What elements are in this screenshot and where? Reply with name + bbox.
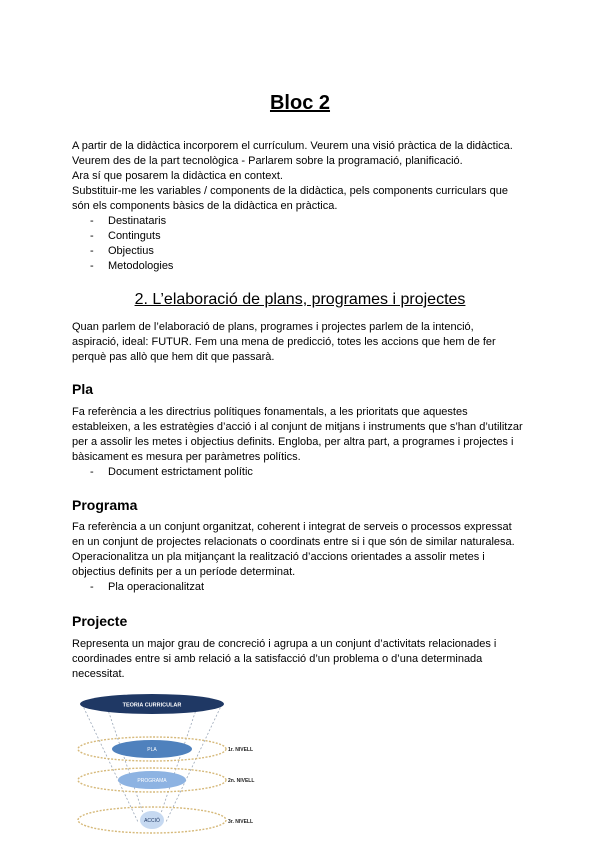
projecte-paragraph bbox=[72, 637, 532, 682]
paragraph-line: coordinades entre si amb relació a la satisfacció d’un problema o d’una determinada bbox=[72, 653, 483, 665]
paragraph-line: necessitat. bbox=[72, 668, 125, 680]
paragraph-line: per a assolir les metes i objectius definits. Engloba, per altra part, a programes i projectes i bbox=[72, 436, 514, 448]
paragraph-line: Fa referència a les directrius polítiques fonamentals, a les prioritats que aquestes bbox=[72, 406, 468, 418]
list-item: - Metodologies bbox=[90, 259, 532, 274]
pla-heading: Pla bbox=[72, 381, 94, 397]
paragraph-line: Quan parlem de l’elaboració de plans, programes i projectes parlem de la intenció, bbox=[72, 321, 474, 333]
level1-tag: 1r. NIVELL bbox=[228, 747, 254, 753]
list-item: - Document estrictament polític bbox=[90, 465, 532, 480]
programa-paragraph bbox=[72, 520, 532, 595]
paragraph-line: Operacionalitza un pla mitjançant la realització d’accions orientades a assolir metes i bbox=[72, 551, 485, 563]
intro-line: Veurem des de la part tecnològica - Parlarem sobre la programació, planificació. bbox=[72, 155, 463, 167]
curriculum-levels-diagram bbox=[76, 692, 276, 842]
intro-line: són els components bàsics de la didàctica en pràctica. bbox=[72, 200, 338, 212]
section2-paragraph bbox=[72, 320, 532, 365]
funnel-lines bbox=[82, 704, 222, 822]
intro-line: A partir de la didàctica incorporem el currículum. Veurem una visió pràctica de la didàctica. bbox=[72, 140, 513, 152]
accio-label: ACCIÓ bbox=[144, 818, 160, 824]
intro-line: Ara sí que posarem la didàctica en context. bbox=[72, 170, 283, 182]
list-item: - Objectius bbox=[90, 244, 532, 259]
intro-list bbox=[72, 214, 532, 274]
paragraph-line: objectius definits per a un període determinat. bbox=[72, 566, 296, 578]
paragraph-line: bàsicament es mesura per paràmetres polítics. bbox=[72, 451, 301, 463]
paragraph-line: perquè pas allò que hem dit que passarà. bbox=[72, 351, 275, 363]
theory-label: TEORIA CURRICULAR bbox=[122, 702, 182, 709]
pla-label: PLA bbox=[147, 747, 157, 753]
section-heading: 2. L’elaboració de plans, programes i projectes bbox=[134, 291, 466, 308]
paragraph-line: estableixen, a les estratègies d’acció i al conjunt de mitjans i instruments que s’han d’utilitzar bbox=[72, 421, 523, 433]
programa-label: PROGRAMA bbox=[137, 778, 167, 784]
intro-line: Substituir-me les variables / components de la didàctica, pels components curriculars que bbox=[72, 185, 508, 197]
programa-heading: Programa bbox=[72, 497, 138, 513]
paragraph-line: aspiració, ideal: FUTUR. Fem una mena de predicció, totes les accions que hem de fer bbox=[72, 336, 496, 348]
intro-paragraph bbox=[72, 139, 532, 274]
list-item: - Destinataris bbox=[90, 214, 532, 229]
projecte-heading: Projecte bbox=[72, 613, 128, 629]
page-title: Bloc 2 bbox=[269, 92, 331, 114]
paragraph-line: Representa un major grau de concreció i agrupa a un conjunt d’activitats relacionades i bbox=[72, 638, 497, 650]
programa-list bbox=[72, 580, 532, 595]
pla-paragraph bbox=[72, 405, 532, 480]
list-item: - Pla operacionalitzat bbox=[90, 580, 532, 595]
paragraph-line: en un conjunt de projectes relacionats o coordinats entre si i que són de similar naturalesa. bbox=[72, 536, 515, 548]
level2-tag: 2n. NIVELL bbox=[228, 778, 255, 784]
paragraph-line: Fa referència a un conjunt organitzat, coherent i integrat de serveis o processos expressat bbox=[72, 521, 512, 533]
pla-list bbox=[72, 465, 532, 480]
list-item: - Continguts bbox=[90, 229, 532, 244]
level3-tag: 3r. NIVELL bbox=[228, 819, 254, 825]
